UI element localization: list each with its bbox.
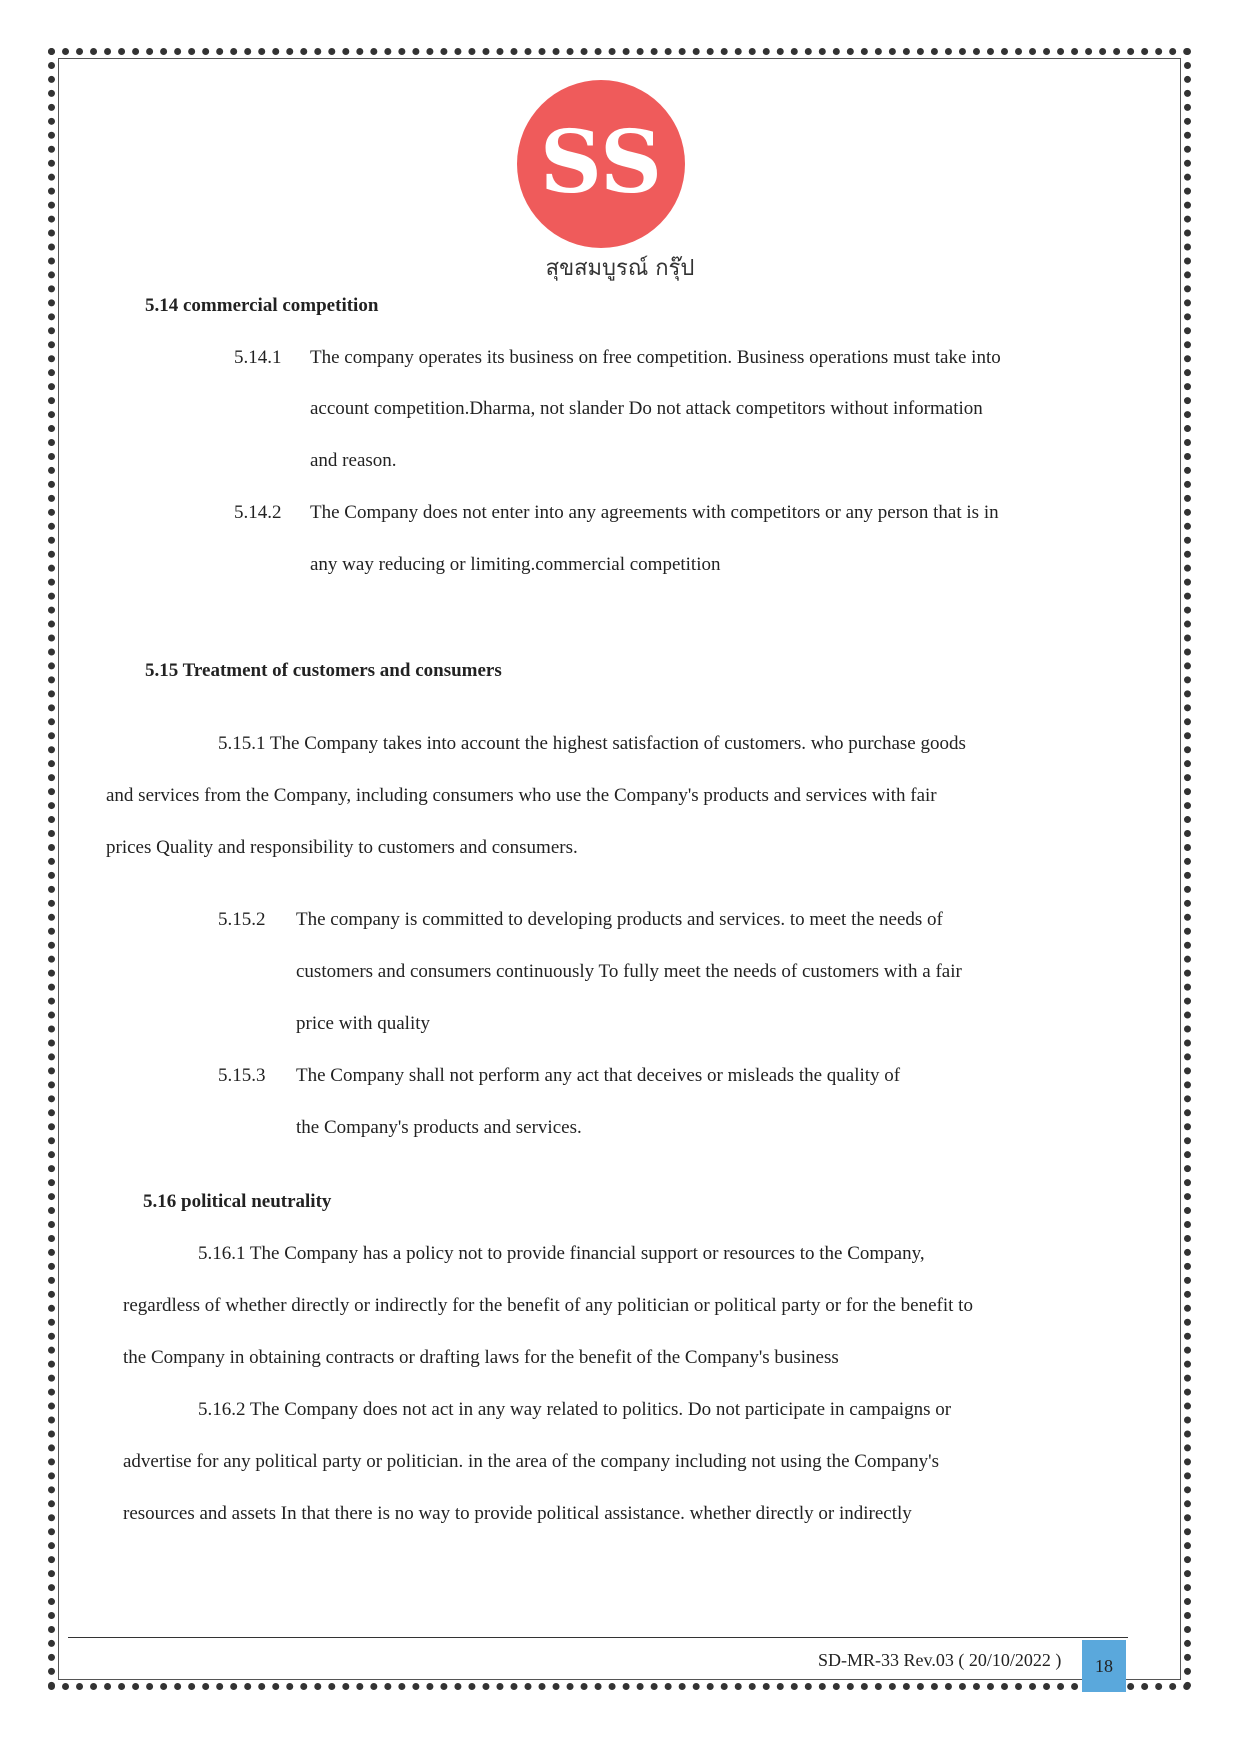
paragraph-line: The Company shall not perform any act that deceives or misleads the quality of (296, 1065, 901, 1086)
paragraph-line: account competition.Dharma, not slander Do not attack competitors without information (310, 398, 983, 419)
paragraph-line: price with quality (296, 1013, 431, 1034)
item-number: 5.14.2 (234, 502, 282, 523)
paragraph-line: any way reducing or limiting.commercial competition (310, 554, 721, 575)
paragraph-line: The Company does not enter into any agreements with competitors or any person that is in (310, 502, 999, 523)
paragraph-line: customers and consumers continuously To fully meet the needs of customers with a fair (296, 961, 962, 982)
logo-caption: สุขสมบูรณ์ กรุ๊ป (545, 256, 695, 281)
paragraph-line: regardless of whether directly or indirectly for the benefit of any politician or political party or for the benefit to (123, 1295, 973, 1316)
paragraph-line: the Company in obtaining contracts or drafting laws for the benefit of the Company's business (123, 1347, 839, 1368)
svg-text:SS: SS (539, 112, 663, 213)
paragraph-line: 5.16.1 The Company has a policy not to provide financial support or resources to the Company, (198, 1243, 925, 1264)
item-number: 5.14.1 (234, 347, 282, 368)
company-logo (517, 80, 685, 248)
paragraph-line: The company operates its business on free competition. Business operations must take into (310, 347, 1001, 368)
section-heading-5-15: 5.15 Treatment of customers and consumers (145, 660, 502, 681)
paragraph-line: and services from the Company, including consumers who use the Company's products and services with fair (106, 785, 937, 806)
paragraph-line: 5.16.2 The Company does not act in any way related to politics. Do not participate in campaigns or (198, 1399, 952, 1420)
section-heading-5-16: 5.16 political neutrality (143, 1191, 332, 1212)
section-heading-5-14: 5.14 commercial competition (145, 295, 379, 316)
footer-rule (68, 1637, 1128, 1638)
paragraph-line: 5.15.1 The Company takes into account the highest satisfaction of customers. who purchase goods (218, 733, 966, 754)
page-number-badge (1082, 1640, 1126, 1692)
item-number: 5.15.2 (218, 909, 266, 930)
page-number: 18 (1095, 1655, 1113, 1676)
document-code: SD-MR-33 Rev.03 ( 20/10/2022 ) (818, 1650, 1062, 1670)
paragraph-line: advertise for any political party or politician. in the area of the company including not using the Company's (123, 1451, 939, 1472)
paragraph-line: The company is committed to developing products and services. to meet the needs of (296, 909, 943, 930)
paragraph-line: resources and assets In that there is no way to provide political assistance. whether directly or indirectly (123, 1503, 912, 1524)
item-number: 5.15.3 (218, 1065, 266, 1086)
paragraph-line: and reason. (310, 450, 397, 471)
paragraph-line: the Company's products and services. (296, 1117, 582, 1138)
paragraph-line: prices Quality and responsibility to customers and consumers. (106, 837, 578, 858)
